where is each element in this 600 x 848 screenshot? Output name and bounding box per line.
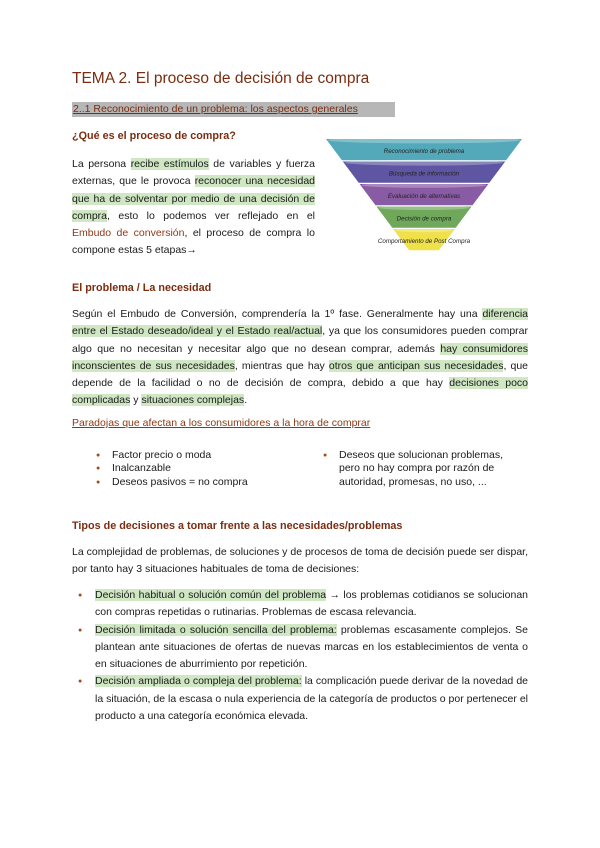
heading-decision-types: Tipos de decisiones a tomar frente a las necesidades/problemas	[72, 520, 403, 532]
list-item: ● Decisión limitada o solución sencilla del problema: problemas escasamente complejos. Se plantean ante situaciones de ofertas de nuevas marcas en los establecimientos de venta o en situaciones de aburrimiento por repetición.	[72, 622, 528, 674]
highlight-need: reconocer una necesidad que ha de solventar por medio de una decisión de compra	[72, 175, 315, 222]
list-item: ● Decisión ampliada o compleja del problema: la complicación puede derivar de la novedad de la situación, de la escasa o nula experiencia de la categoría de productos o por pertenecer el producto a una categoría económica elevada.	[72, 673, 528, 725]
list-item: ● Inalcanzable	[94, 462, 309, 475]
funnel-stage-label: Búsqueda de información	[388, 170, 460, 178]
page-title: TEMA 2. El proceso de decisión de compra	[72, 70, 370, 87]
decisions-list	[72, 587, 528, 725]
list-item: ● Deseos pasivos = no compra	[94, 476, 309, 489]
funnel-stage-label: Decisión de compra	[396, 215, 452, 223]
paradoxes-list-left	[94, 449, 309, 489]
list-item: ● Factor precio o moda	[94, 449, 309, 462]
intro-paragraph: La persona recibe estímulos de variables y fuerza externas, que le provoca reconocer una necesidad que ha de solventar por medio de una decisión de compra, esto lo podemos ver reflejado en el Embudo de conversión, el proceso de compra lo compone estas 5 etapas→	[72, 158, 315, 257]
funnel-stage-label: Comportamiento de Post Compra	[377, 237, 471, 245]
funnel-layer-highlight	[395, 228, 453, 232]
heading-problem: El problema / La necesidad	[72, 282, 212, 294]
section-heading: 2..1 Reconocimiento de un problema: los aspectos generales	[73, 103, 358, 115]
conversion-funnel-diagram	[320, 135, 528, 257]
heading-purchase-process: ¿Qué es el proceso de compra?	[72, 130, 236, 142]
funnel-stage-label: Evaluación de alternativas	[387, 192, 461, 200]
funnel-layer-highlight	[345, 160, 503, 166]
conversion-funnel-term: Embudo de conversión	[72, 227, 185, 240]
section-heading-bar	[72, 102, 395, 117]
paradoxes-list-right	[321, 449, 526, 489]
paradoxes-link[interactable]: Paradojas que afectan a los consumidores a la hora de comprar	[72, 417, 371, 429]
funnel-layer-highlight	[328, 137, 520, 143]
list-item: ● Decisión habitual o solución común del problema → los problemas cotidianos se solucionan con compras repetidas o rutinarias. Problemas de escasa relevancia.	[72, 587, 528, 622]
decisions-intro: La complejidad de problemas, de soluciones y de procesos de toma de decisión puede ser dispar, por tanto hay 3 situaciones habituales de toma de decisiones:	[72, 546, 528, 576]
funnel-stage-label: Reconocimiento de problema	[383, 147, 465, 155]
list-item: ● Deseos que solucionan problemas, pero no hay compra por razón de autoridad, promesas, no uso, ...	[321, 449, 526, 489]
funnel-layer-highlight	[362, 183, 487, 188]
problem-paragraph: Según el Embudo de Conversión, comprendería la 1º fase. Generalmente hay una diferencia entre el Estado deseado/ideal y el Estado real/actual, ya que los consumidores pueden comprar algo que no necesitan y necesitar algo que no desean comprar, además hay consumidores inconscientes de sus necesidades, mientras que hay otros que anticipan sus necesidades, que depende de la facilidad o no de decisión de compra, debido a que hay decisiones poco complicadas y situaciones complejas.	[72, 308, 529, 407]
funnel-layer-highlight	[378, 205, 469, 210]
highlight-stimuli: recibe estímulos	[130, 158, 209, 170]
